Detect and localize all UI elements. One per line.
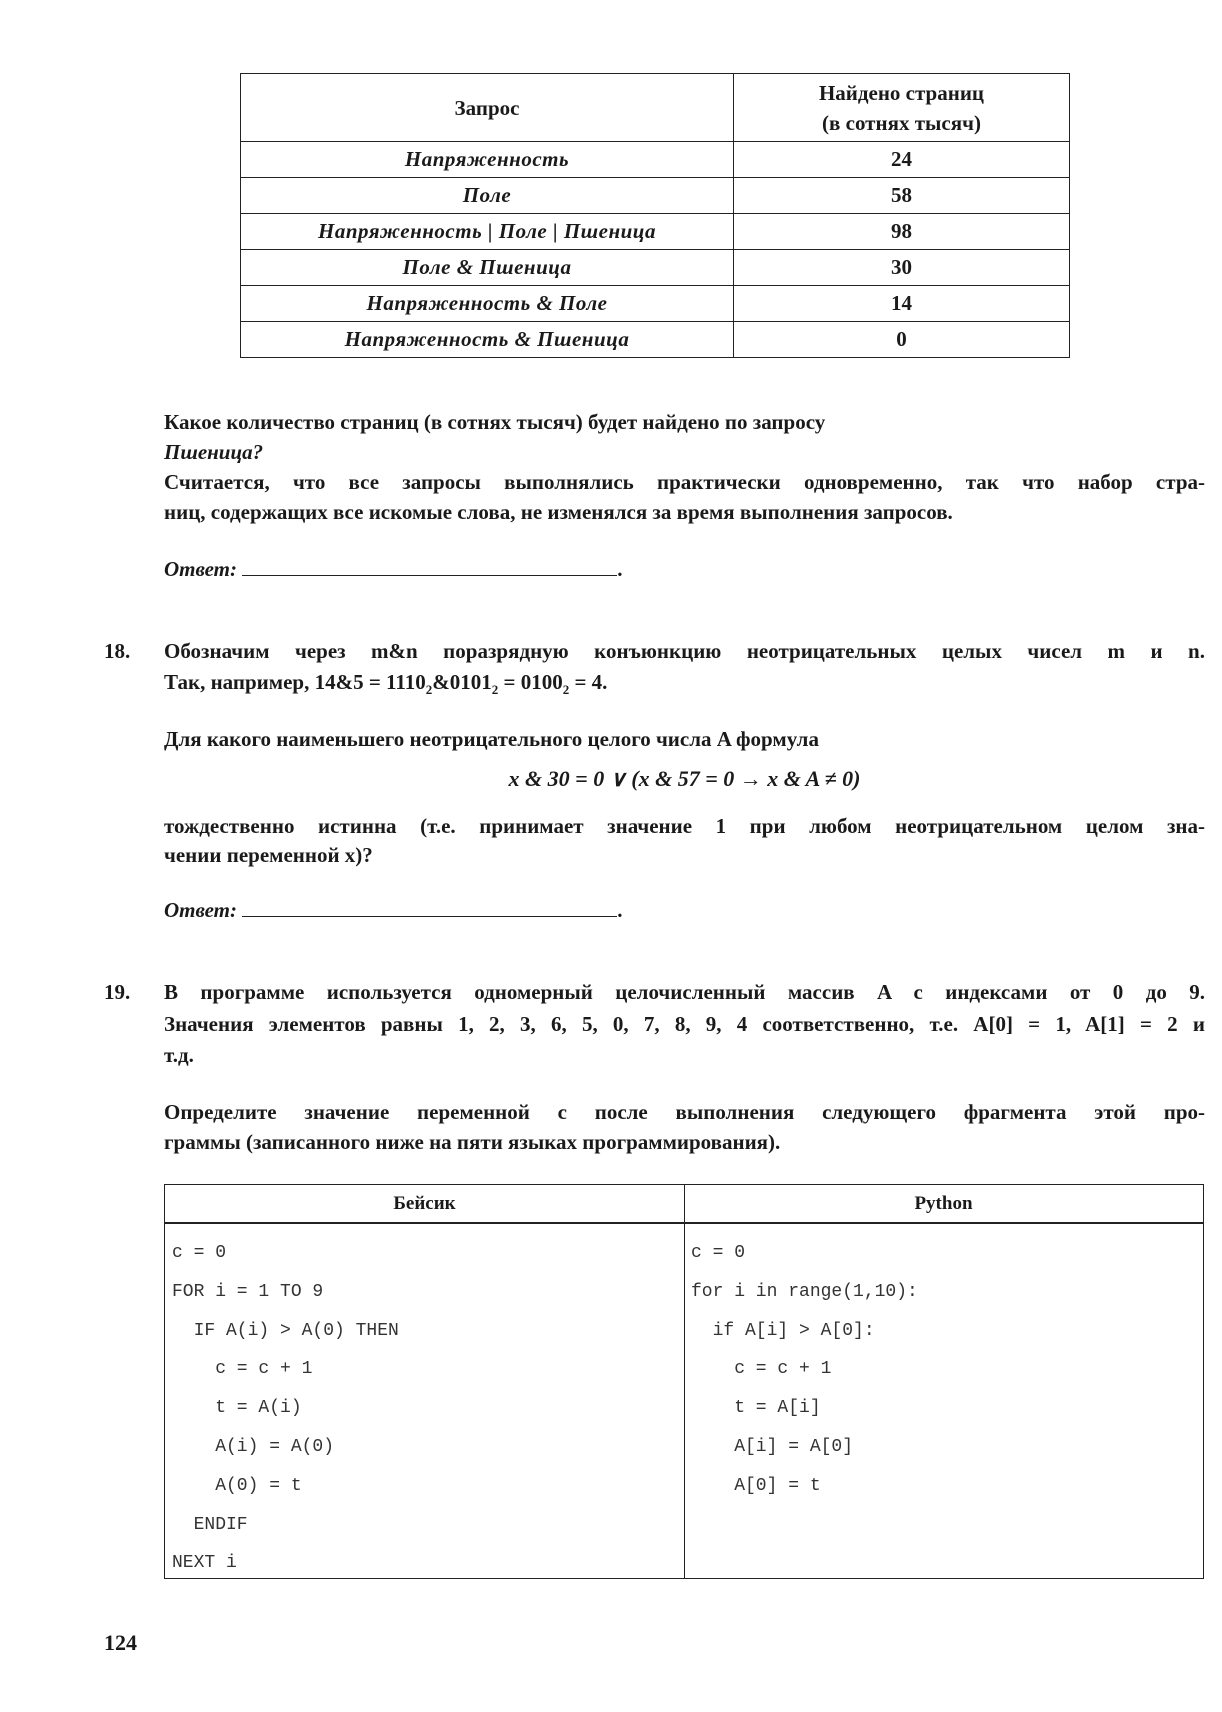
code-line: IF A(i) > A(0) THEN <box>172 1320 399 1341</box>
found-cell: 58 <box>734 178 1070 214</box>
query-cell: Напряженность <box>241 142 734 178</box>
task19-line3: т.д. <box>164 1043 194 1067</box>
header-found-line2: (в сотнях тысяч) <box>822 110 981 135</box>
subscript: 2 <box>425 682 433 698</box>
subscript: 2 <box>562 682 570 698</box>
task17-question: Какое количество страниц (в сотнях тысяч) будет найдено по запросу <box>164 410 826 434</box>
found-cell: 30 <box>734 250 1070 286</box>
query-cell: Напряженность | Поле | Пшеница <box>241 214 734 250</box>
query-results-table <box>240 73 1070 358</box>
found-cell: 98 <box>734 214 1070 250</box>
task18-answer: Ответ: . <box>164 898 623 922</box>
task18-formula: x & 30 = 0 ∨ (x & 57 = 0 → x & A ≠ 0) <box>508 766 861 791</box>
found-cell: 14 <box>734 286 1070 322</box>
code-line: FOR i = 1 TO 9 <box>172 1281 324 1302</box>
example-part: &0101 <box>432 670 492 694</box>
task19-line1: В программе используется одномерный целочисленный массив A с индексами от 0 до 9. <box>164 980 1205 1004</box>
code-line: t = A(i) <box>172 1398 302 1419</box>
task18-line5: чении переменной x)? <box>164 843 373 867</box>
code-line: c = 0 <box>691 1243 746 1263</box>
code-line: NEXT i <box>172 1553 237 1574</box>
task17-note: Считается, что все запросы выполнялись практически одновременно, так что набор стра- <box>164 470 1205 494</box>
subscript: 2 <box>491 682 499 698</box>
header-found-line1: Найдено страниц <box>818 80 985 105</box>
code-line: c = 0 <box>172 1243 227 1263</box>
task19-line5: граммы (записанного ниже на пяти языках программирования). <box>164 1130 781 1154</box>
code-line: c = c + 1 <box>691 1359 832 1380</box>
answer-label: Ответ: <box>164 557 237 581</box>
python-header: Python <box>684 1185 1203 1224</box>
table-row <box>241 250 1070 286</box>
task17-answer: Ответ: . <box>164 557 623 581</box>
code-line: A(0) = t <box>172 1475 302 1496</box>
basic-header: Бейсик <box>165 1185 684 1224</box>
table-row <box>241 322 1070 358</box>
example-part: Так, например, 14&5 = 1110 <box>164 670 426 694</box>
header-found <box>734 74 1070 142</box>
code-table <box>164 1184 1204 1579</box>
code-line: t = A[i] <box>691 1398 821 1419</box>
query-cell: Поле <box>241 178 734 214</box>
header-query: Запрос <box>241 74 734 142</box>
task18-example <box>164 670 1205 698</box>
answer-label: Ответ: <box>164 898 237 922</box>
task17-question-word: Пшеница? <box>164 440 264 464</box>
code-line: A(i) = A(0) <box>172 1437 335 1457</box>
page-number: 124 <box>104 1630 137 1655</box>
task19-number: 19. <box>104 980 131 1004</box>
query-cell: Поле & Пшеница <box>241 250 734 286</box>
table-row <box>241 178 1070 214</box>
code-line: A[0] = t <box>691 1475 821 1496</box>
code-line: ENDIF <box>172 1514 248 1535</box>
query-cell: Напряженность & Пшеница <box>241 322 734 358</box>
example-part: = 0100 <box>498 670 563 694</box>
code-line: for i in range(1,10): <box>691 1281 918 1302</box>
task18-number: 18. <box>104 639 131 663</box>
found-cell: 0 <box>734 322 1070 358</box>
table-row <box>241 214 1070 250</box>
table-row <box>241 142 1070 178</box>
code-line: if A[i] > A[0]: <box>691 1320 875 1341</box>
query-cell: Напряженность & Поле <box>241 286 734 322</box>
example-part: = 4. <box>569 670 608 694</box>
table-row <box>241 286 1070 322</box>
found-cell: 24 <box>734 142 1070 178</box>
task17-note-2: ниц, содержащих все искомые слова, не изменялся за время выполнения запросов. <box>164 500 953 524</box>
task19-line2: Значения элементов равны 1, 2, 3, 6, 5, 0, 7, 8, 9, 4 соответственно, т.е. A[0] = 1, A[1] = 2 и <box>164 1012 1205 1036</box>
answer-field[interactable] <box>242 557 617 576</box>
answer-field[interactable] <box>242 898 617 917</box>
code-line: c = c + 1 <box>172 1359 313 1380</box>
code-line: A[i] = A[0] <box>691 1437 854 1457</box>
task19-line4: Определите значение переменной c после выполнения следующего фрагмента этой про- <box>164 1100 1205 1124</box>
column-divider <box>684 1185 685 1578</box>
task18-line4: тождественно истинна (т.е. принимает значение 1 при любом неотрицательном целом зна- <box>164 814 1205 838</box>
task18-line3: Для какого наименьшего неотрицательного целого числа A формула <box>164 727 819 751</box>
table-header-row <box>241 74 1070 142</box>
task18-line1: Обозначим через m&n поразрядную конъюнкцию неотрицательных целых чисел m и n. <box>164 639 1205 663</box>
